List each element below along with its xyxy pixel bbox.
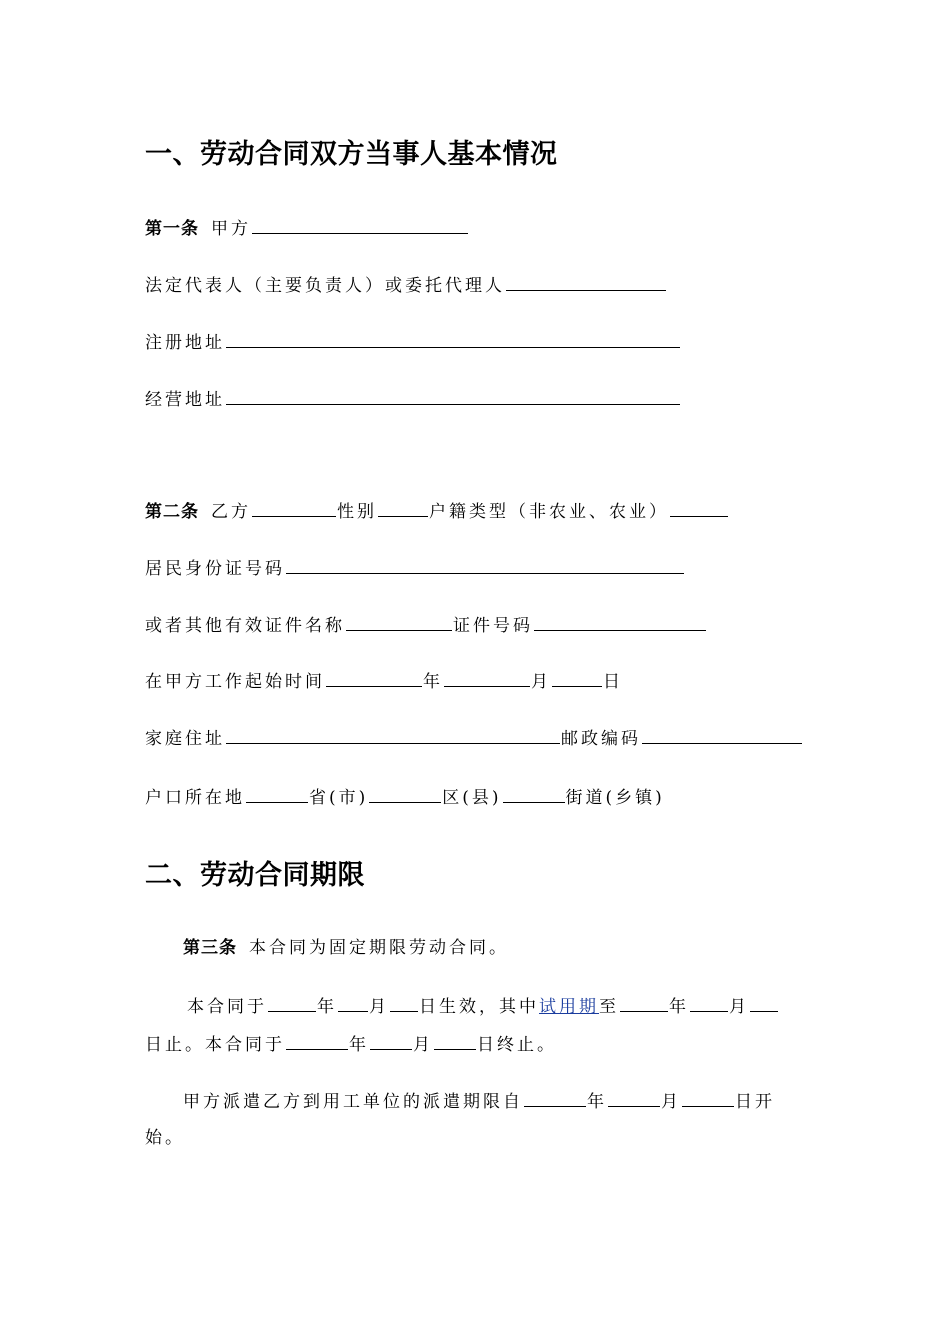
party-a-blank[interactable] xyxy=(252,215,468,234)
other-id-blank[interactable] xyxy=(346,612,452,631)
party-a-label: 甲方 xyxy=(211,219,251,239)
postcode-blank[interactable] xyxy=(642,725,802,744)
dispatch-period-line xyxy=(183,1088,775,1112)
start-year-blank[interactable] xyxy=(326,668,422,687)
year-label: 年 xyxy=(669,997,689,1017)
gender-blank[interactable] xyxy=(378,498,428,517)
end-year-blank[interactable] xyxy=(286,1031,348,1050)
home-address-label: 家庭住址 xyxy=(145,729,225,749)
probation-year-blank[interactable] xyxy=(620,993,668,1012)
year-label: 年 xyxy=(317,997,337,1017)
effective-month-blank[interactable] xyxy=(338,993,368,1012)
gender-label: 性别 xyxy=(337,502,377,522)
district-blank[interactable] xyxy=(369,784,441,803)
legal-rep-blank[interactable] xyxy=(506,272,666,291)
street-label: 街道(乡镇) xyxy=(565,788,665,808)
dispatch-month-blank[interactable] xyxy=(608,1088,660,1107)
year-label: 年 xyxy=(349,1035,369,1055)
probation-month-blank[interactable] xyxy=(690,993,728,1012)
legal-rep-line xyxy=(145,272,667,296)
start-day-blank[interactable] xyxy=(552,668,602,687)
effective-date-line xyxy=(187,993,779,1017)
home-address-blank[interactable] xyxy=(226,725,560,744)
cert-number-label: 证件号码 xyxy=(453,616,533,636)
start-time-label: 在甲方工作起始时间 xyxy=(145,672,325,692)
province-blank[interactable] xyxy=(246,784,308,803)
registered-address-blank[interactable] xyxy=(226,329,680,348)
article2-label: 第二条 xyxy=(145,502,199,522)
effective-year-blank[interactable] xyxy=(268,993,316,1012)
party-b-label: 乙方 xyxy=(211,502,251,522)
effective-label: 本合同于 xyxy=(187,997,267,1017)
start-time-line xyxy=(145,668,623,692)
hukou-type-label: 户籍类型（非农业、农业） xyxy=(429,502,669,522)
cert-number-blank[interactable] xyxy=(534,612,706,631)
year-label: 年 xyxy=(587,1092,607,1112)
article2-party-b-line xyxy=(145,498,729,522)
article1-label: 第一条 xyxy=(145,219,199,239)
other-id-line xyxy=(145,612,707,636)
article1-party-a-line xyxy=(145,215,469,239)
dispatch-start-text: 日开 xyxy=(735,1092,775,1112)
end-date-line xyxy=(145,1031,557,1055)
end-day-blank[interactable] xyxy=(434,1031,476,1050)
registered-address-line xyxy=(145,329,681,353)
dispatch-label: 甲方派遣乙方到用工单位的派遣期限自 xyxy=(183,1092,523,1112)
legal-rep-label: 法定代表人（主要负责人）或委托代理人 xyxy=(145,276,505,296)
probation-link[interactable]: 试用期 xyxy=(539,997,599,1017)
probation-day-blank[interactable] xyxy=(750,993,778,1012)
month-label: 月 xyxy=(729,997,749,1017)
to-label: 至 xyxy=(599,997,619,1017)
business-address-blank[interactable] xyxy=(226,386,680,405)
month-label: 月 xyxy=(369,997,389,1017)
end-text: 日终止。 xyxy=(477,1035,557,1055)
hukou-location-line xyxy=(145,784,665,808)
dispatch-year-blank[interactable] xyxy=(524,1088,586,1107)
postcode-label: 邮政编码 xyxy=(561,729,641,749)
end-label: 日止。本合同于 xyxy=(145,1035,285,1055)
party-b-blank[interactable] xyxy=(252,498,336,517)
article3-text: 本合同为固定期限劳动合同。 xyxy=(249,938,509,958)
hukou-location-label: 户口所在地 xyxy=(145,788,245,808)
effective-day-blank[interactable] xyxy=(390,993,418,1012)
business-address-label: 经营地址 xyxy=(145,390,225,410)
province-label: 省(市) xyxy=(309,788,369,808)
effective-text: 日生效，其中 xyxy=(419,997,539,1017)
other-id-label: 或者其他有效证件名称 xyxy=(145,616,345,636)
article3-label: 第三条 xyxy=(183,938,237,958)
hukou-type-blank[interactable] xyxy=(670,498,728,517)
street-blank[interactable] xyxy=(503,784,565,803)
year-label: 年 xyxy=(423,672,443,692)
month-label: 月 xyxy=(413,1035,433,1055)
month-label: 月 xyxy=(531,672,551,692)
dispatch-start-end: 始。 xyxy=(145,1128,185,1148)
id-number-blank[interactable] xyxy=(286,555,684,574)
start-month-blank[interactable] xyxy=(444,668,530,687)
business-address-line xyxy=(145,386,681,410)
district-label: 区(县) xyxy=(442,788,502,808)
month-label: 月 xyxy=(661,1092,681,1112)
section-heading-term: 二、劳动合同期限 xyxy=(145,860,365,891)
day-label: 日 xyxy=(603,672,623,692)
registered-address-label: 注册地址 xyxy=(145,333,225,353)
id-number-line xyxy=(145,555,685,579)
dispatch-day-blank[interactable] xyxy=(682,1088,734,1107)
dispatch-period-line-2 xyxy=(145,1126,185,1150)
section-heading-parties: 一、劳动合同双方当事人基本情况 xyxy=(145,139,558,170)
end-month-blank[interactable] xyxy=(370,1031,412,1050)
id-number-label: 居民身份证号码 xyxy=(145,559,285,579)
home-address-line xyxy=(145,725,803,749)
article3-line xyxy=(183,936,509,960)
